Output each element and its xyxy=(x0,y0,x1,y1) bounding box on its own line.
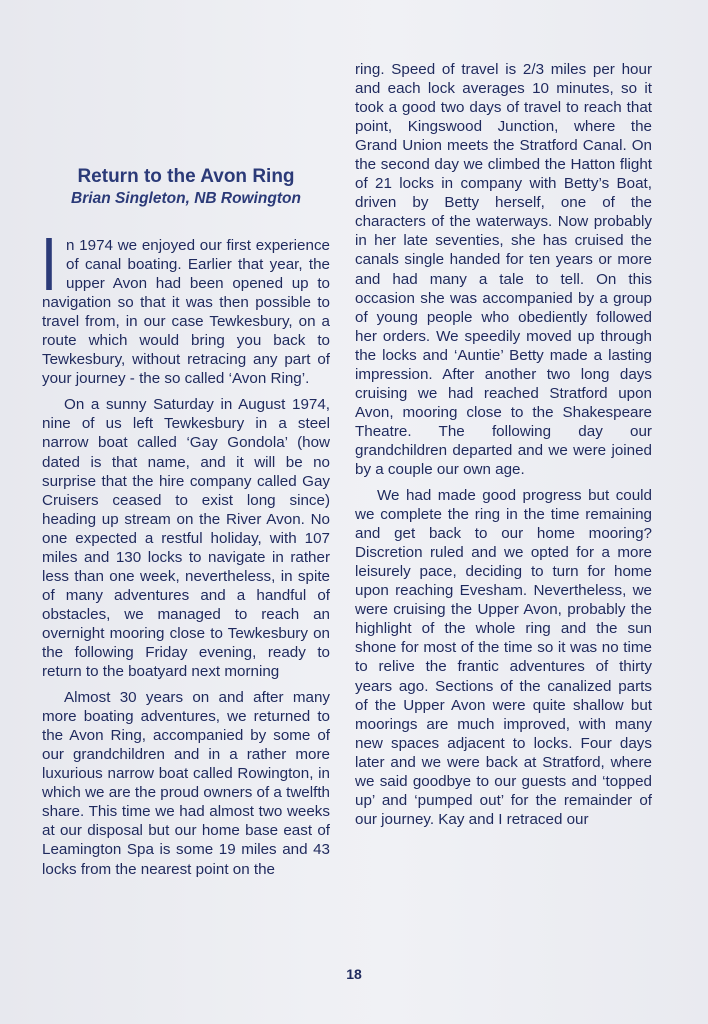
page-number: 18 xyxy=(346,966,362,982)
paragraph-4: ring. Speed of travel is 2/3 miles per hour and each lock averages 10 minutes, so it took a good two days of travel to reach that point, Kingswood Junction, where the Grand Union meets the Stratford Canal. On the second day we climbed the Hatton flight of 21 locks in company with Betty’s Boat, driven by Betty herself, one of the characters of the waterways. Now probably in her late seventies, she has cruised the canals single handed for ten years or more and had many a tale to tell. On this occasion she was accompanied by a group of young people who obediently followed her orders. We speedily moved up through the locks and ‘Auntie’ Betty made a lasting impression. After another two long days cruising we had reached Stratford upon Avon, mooring close to the Shakespeare Theatre. The following day our grandchildren departed and we were joined by a couple our own age. xyxy=(355,61,652,478)
paragraph-2: On a sunny Saturday in August 1974, nine of us left Tewkesbury in a steel narrow boat called ‘Gay Gondola’ (how dated is that name, and it will be no surprise that the hire company called Gay Cruisers ceased to exist long since) heading up stream on the River Avon. No one expected a restful holiday, with 107 miles and 130 locks to navigate in rather less than one week, nevertheless, in spite of many adventures and a handful of obstacles, we managed to reach an overnight mooring close to Tewkesbury on the following Friday evening, ready to return to the boatyard next morning xyxy=(42,396,330,681)
drop-cap-i xyxy=(42,238,56,290)
paragraph-5: We had made good progress but could we complete the ring in the time remaining and get back to our home mooring? Discretion ruled and we opted for a more leisurely pace, deciding to turn for home upon reaching Evesham. Nevertheless, we were cruising the Upper Avon, probably the highlight of the whole ring and the sun shone for most of the time so it was no time to relive the frantic adventures of thirty years ago. Sections of the canalized parts of the Upper Avon were quite shallow but moorings are much improved, with many new spaces adjacent to locks. Four days later and we were back at Stratford, where we said goodbye to our guests and ‘topped up’ and ‘pumped out’ for the remainder of our journey. Kay and I retraced our xyxy=(355,487,652,828)
paragraph-1-text: n 1974 we enjoyed our first experience of canal boating. Earlier that year, the upper Avon had been opened up to navigation so that it was then possible to travel from, in our case Tewkesbury, on a route which would bring you back to Tewkesbury, without retracing any part of your journey - the so called ‘Avon Ring’. xyxy=(42,237,330,388)
article-byline: Brian Singleton, NB Rowington xyxy=(71,190,301,207)
article-title: Return to the Avon Ring xyxy=(77,166,295,187)
article-header xyxy=(42,165,330,209)
paragraph-3: Almost 30 years on and after many more boating adventures, we returned to the Avon Ring, accompanied by some of our grandchildren and in a rather more luxurious narrow boat called Rowington, in which we are the proud owners of a twelfth share. This time we had almost two weeks at our disposal but our home base east of Leamington Spa is some 19 miles and 43 locks from the nearest point on the xyxy=(42,689,330,878)
paragraph-1 xyxy=(42,236,330,388)
right-column xyxy=(355,60,652,836)
left-column xyxy=(42,236,330,886)
